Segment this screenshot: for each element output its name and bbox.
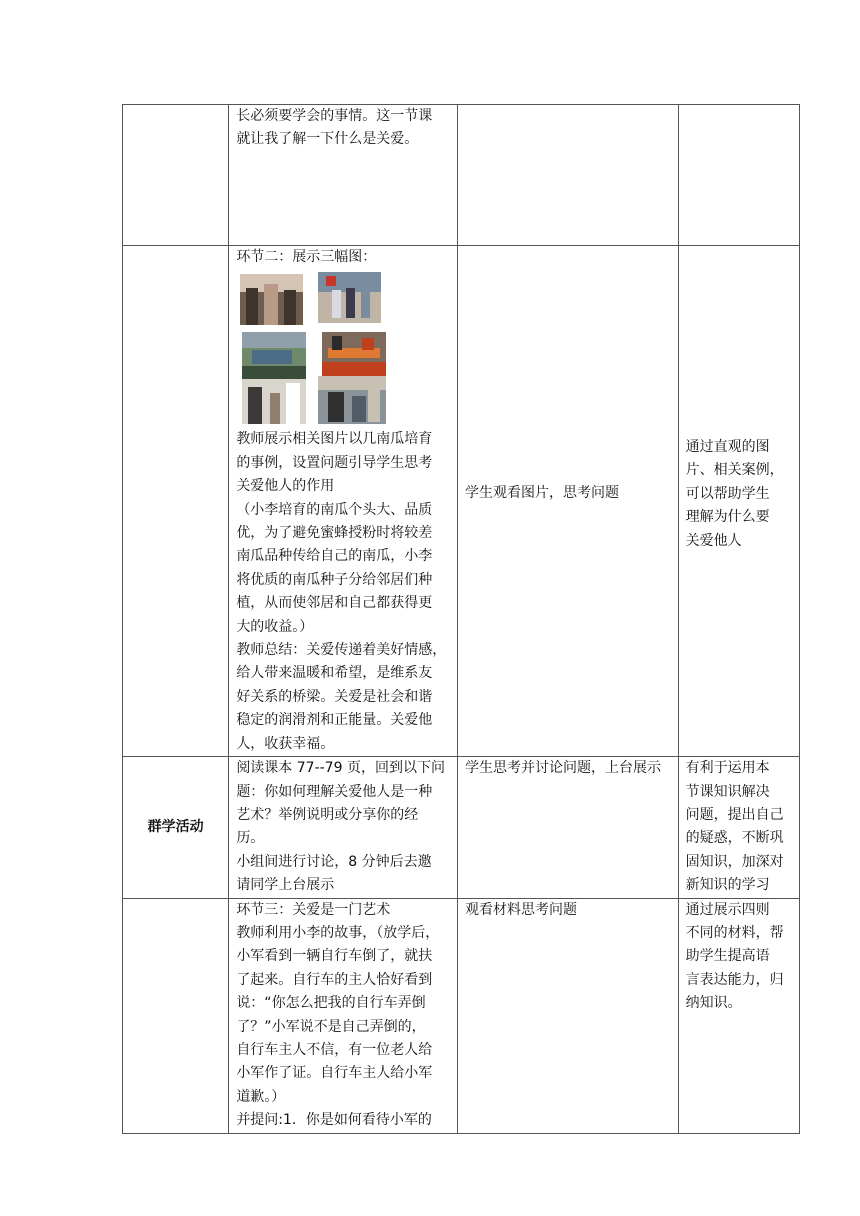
text-line: 小军作了证。自行车主人给小军 (236, 1065, 433, 1082)
category-cell (123, 898, 229, 1133)
text-line: 题：你如何理解关爱他人是一种 (236, 783, 433, 800)
text-line: 南瓜品种传给自己的南瓜，小李 (236, 548, 433, 565)
text-line: 植，从而使邻居和自己都获得更 (236, 595, 433, 612)
student-activity-text: 学生观看图片，思考问题 (464, 485, 619, 501)
category-label: 群学活动 (147, 818, 204, 835)
teacher-activity-cell (229, 246, 458, 757)
text-line: 纳知识。 (685, 995, 742, 1012)
text-line: 将优质的南瓜种子分给邻居们种 (236, 571, 433, 588)
table-row (123, 246, 800, 757)
category-cell (123, 105, 229, 246)
text-line: 教师展示相关图片以几南瓜培育 (236, 431, 433, 448)
text-line: 固知识，加深对 (685, 853, 784, 870)
text-line: 好关系的桥梁。关爱是社会和谐 (236, 688, 433, 705)
student-activity-text: 观看材料思考问题 (464, 901, 577, 918)
design-intent-cell (678, 105, 799, 246)
text-line: 问题，提出自己 (685, 806, 784, 823)
text-line: 通过展示四则 (685, 901, 770, 918)
student-activity-cell (457, 757, 678, 898)
text-line: 优，为了避免蜜蜂授粉时将较差 (236, 525, 433, 542)
text-line: 请同学上台展示 (236, 877, 335, 894)
text-line: 通过直观的图 (685, 439, 770, 455)
text-line: 教师总结：关爱传递着美好情感， (236, 642, 447, 659)
category-cell (123, 757, 229, 898)
text-line: 可以帮助学生 (685, 485, 770, 502)
text-line: 助学生提高语 (685, 948, 770, 965)
text-line: 历。 (236, 830, 265, 847)
photo-elder-walk (318, 272, 381, 323)
text-line: 自行车主人不信，有一位老人给 (236, 1041, 433, 1058)
text-line: 新知识的学习 (685, 877, 770, 894)
design-intent-cell (678, 757, 799, 898)
text-line: 教师利用小李的故事，（放学后， (236, 924, 440, 941)
design-intent-cell (678, 246, 799, 757)
category-cell (123, 246, 229, 757)
text-line: 大的收益。） (236, 618, 314, 635)
text-line: 阅读课本 77--79 页，回到以下问 (236, 760, 445, 777)
text-line: 理解为什么要 (685, 509, 770, 526)
text-line: 人，收获幸福。 (236, 735, 335, 752)
table-row (123, 105, 800, 246)
teacher-activity-cell (229, 105, 458, 246)
text-line: 长必须要学会的事情。这一节课 (236, 108, 433, 124)
text-line: 了？”小军说不是自己弄倒的， (236, 1018, 426, 1035)
text-line: 说：“你怎么把我的自行车弄倒 (236, 995, 426, 1012)
photo-teacher-child (242, 379, 306, 424)
text-line: 小军看到一辆自行车倒了，就扶 (236, 948, 433, 965)
text-line: 的事例，设置问题引导学生思考 (236, 454, 433, 471)
teacher-activity-cell (229, 757, 458, 898)
photo-street-help (240, 274, 303, 325)
photo-flood-rescue (242, 332, 306, 379)
student-activity-cell (457, 898, 678, 1133)
text-line: 的疑惑，不断巩 (685, 830, 784, 847)
text-line: 艺术？举例说明或分享你的经 (236, 806, 419, 823)
text-line: 环节三：关爱是一门艺术 (236, 901, 391, 918)
text-line: 节课知识解决 (685, 783, 770, 800)
text-line: （小李培育的南瓜个头大、品质 (236, 501, 433, 518)
teacher-activity-cell (229, 898, 458, 1133)
text-line: 了起来。自行车的主人恰好看到 (236, 971, 433, 988)
student-activity-text: 学生思考并讨论问题，上台展示 (464, 760, 661, 777)
text-line: 并提问:1．你是如何看待小军的 (236, 1112, 432, 1129)
text-line: 就让我了解一下什么是关爱。 (236, 131, 419, 148)
table-row (123, 757, 800, 898)
step-title: 环节二：展示三幅图： (236, 249, 377, 265)
design-intent-cell (678, 898, 799, 1133)
photo-group (236, 272, 450, 427)
text-line: 道歉。） (236, 1088, 286, 1105)
student-activity-cell (457, 105, 678, 246)
table-row (123, 898, 800, 1133)
text-line: 片、相关案例， (685, 462, 784, 479)
text-line: 关爱他人的作用 (236, 478, 335, 495)
photo-stretcher (322, 332, 386, 379)
text-line: 给人带来温暖和希望，是维系友 (236, 665, 433, 682)
text-line: 稳定的润滑剂和正能量。关爱他 (236, 712, 433, 729)
text-line: 小组间进行讨论，8 分钟后去邀 (236, 853, 432, 870)
lesson-plan-table (122, 104, 800, 1134)
text-line: 言表达能力，归 (685, 971, 784, 988)
text-line: 不同的材料，帮 (685, 924, 784, 941)
student-activity-cell (457, 246, 678, 757)
text-line: 有利于运用本 (685, 760, 770, 777)
text-line: 关爱他人 (685, 532, 742, 549)
photo-elder-chair (318, 376, 386, 424)
